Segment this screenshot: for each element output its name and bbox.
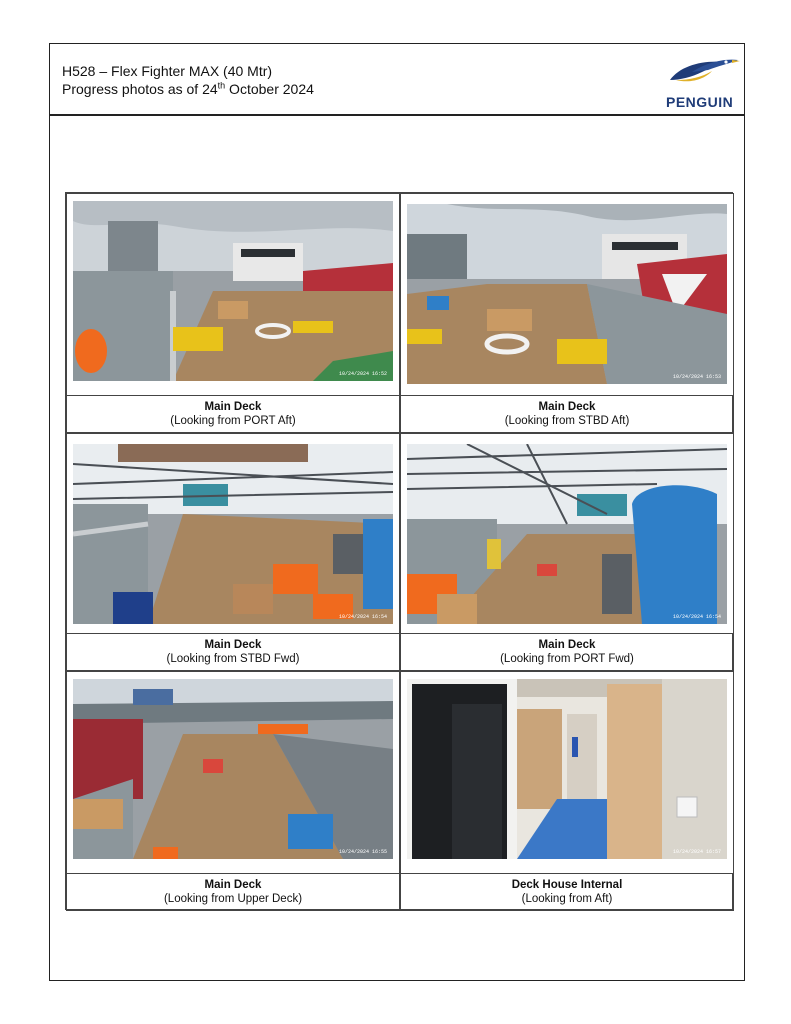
- photo-timestamp: 10/24/2024 16:52: [338, 371, 387, 377]
- photo-caption-1: [66, 395, 400, 433]
- caption-title: Deck House Internal: [511, 879, 623, 891]
- caption-subtitle: (Looking from STBD Fwd): [166, 653, 300, 665]
- photo-timestamp: 10/24/2024 16:54: [338, 614, 387, 620]
- photo-timestamp: 10/24/2024 16:53: [672, 374, 721, 380]
- photo-caption-3: [66, 633, 400, 671]
- photo-cell-4: [400, 433, 734, 634]
- photo-timestamp: 10/24/2024 16:54: [672, 614, 721, 620]
- caption-subtitle: (Looking from PORT Fwd): [500, 653, 634, 665]
- photo-main-deck-stbd-fwd[interactable]: [73, 444, 393, 624]
- caption-subtitle: (Looking from Aft): [521, 893, 613, 905]
- caption-title: Main Deck: [204, 879, 262, 891]
- caption-title: Main Deck: [204, 639, 262, 651]
- photo-cell-2: [400, 193, 734, 396]
- photo-caption-2: [400, 395, 734, 433]
- caption-subtitle: (Looking from PORT Aft): [170, 415, 296, 427]
- photo-cell-6: [400, 671, 734, 874]
- photo-caption-6: [400, 873, 734, 911]
- caption-subtitle: (Looking from STBD Aft): [504, 415, 630, 427]
- photo-caption-4: [400, 633, 734, 671]
- header-subtitle: Progress photos as of 24th October 2024: [62, 80, 314, 97]
- photo-main-deck-port-aft[interactable]: [73, 201, 393, 381]
- photo-main-deck-stbd-aft[interactable]: [407, 204, 727, 384]
- photo-cell-3: [66, 433, 400, 634]
- logo-wordmark: PENGUIN: [666, 94, 734, 110]
- header-divider: [49, 114, 745, 116]
- document-header: [62, 62, 314, 98]
- photo-grid: [65, 192, 733, 910]
- photo-caption-5: [66, 873, 400, 911]
- caption-subtitle: (Looking from Upper Deck): [163, 893, 303, 905]
- photo-cell-1: [66, 193, 400, 396]
- photo-cell-5: [66, 671, 400, 874]
- caption-title: Main Deck: [204, 401, 262, 413]
- photo-deck-house-internal-aft[interactable]: [407, 679, 727, 859]
- photo-main-deck-port-fwd[interactable]: [407, 444, 727, 624]
- caption-title: Main Deck: [538, 401, 596, 413]
- header-title: H528 – Flex Fighter MAX (40 Mtr): [62, 63, 273, 79]
- photo-timestamp: 10/24/2024 16:55: [338, 849, 387, 855]
- caption-title: Main Deck: [538, 639, 596, 651]
- photo-main-deck-upper-deck[interactable]: [73, 679, 393, 859]
- photo-timestamp: 10/24/2024 16:57: [672, 849, 721, 855]
